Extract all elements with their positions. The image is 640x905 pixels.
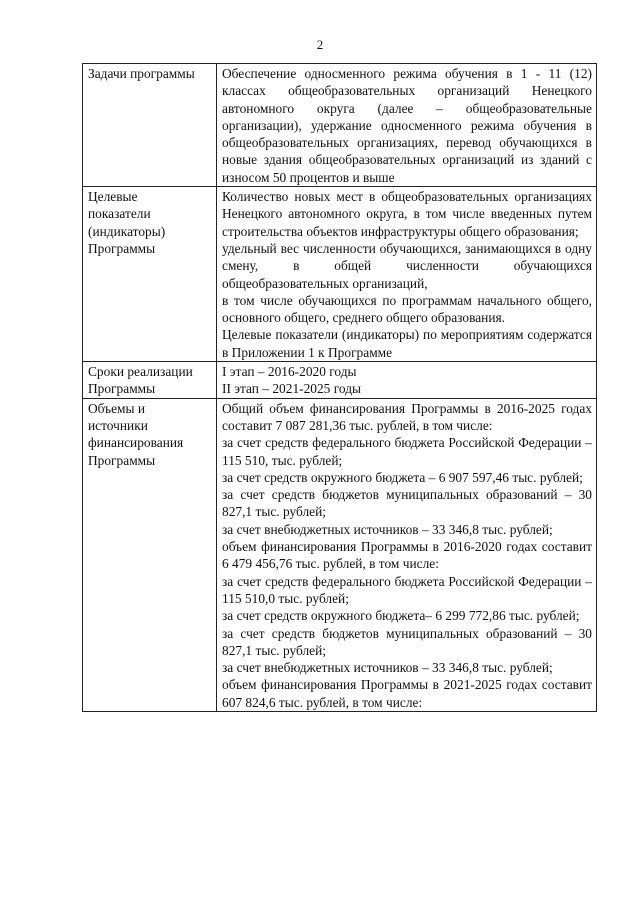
label-line: Объемы и — [88, 400, 146, 416]
funding-paragraph: за счет средств бюджетов муниципальных образований – 30 827,1 тыс. рублей; — [222, 625, 592, 658]
label-line: Программы — [88, 240, 156, 256]
funding-paragraph: за счет средств бюджетов муниципальных образований – 30 827,1 тыс. рублей; — [222, 487, 592, 520]
funding-paragraph: за счет средств федерального бюджета Российской Федерации – 115 510, тыс. рублей; — [222, 435, 592, 468]
funding-paragraph: за счет средств окружного бюджета– 6 299 772,86 тыс. рублей; — [222, 608, 580, 624]
funding-paragraph: за счет внебюджетных источников – 33 346,8 тыс. рублей; — [222, 660, 553, 676]
label-line: финансирования — [88, 435, 184, 451]
label-cell-period — [83, 362, 217, 399]
tasks-paragraph: Обеспечение односменного режима обучения в 1 - 11 (12) классах общеобразовательных организаций Ненецкого автономного округа (далее – общеобразовательные организации), удержание односменного режима обучения в общеобразовательных организациях, перевод обучающихся в новые здания общеобразовательных организаций из зданий с износом 50 процентов и выше — [222, 66, 592, 185]
funding-paragraph: Общий объем финансирования Программы в 2016-2025 годах составит 7 087 281,36 тыс. рублей, в том числе: — [222, 400, 592, 433]
row-implementation-period — [83, 362, 597, 399]
row-target-indicators — [83, 187, 597, 362]
label-cell-tasks — [83, 64, 217, 187]
label-line: Сроки реализации — [88, 364, 193, 380]
funding-paragraph: за счет средств федерального бюджета Российской Федерации – 115 510,0 тыс. рублей; — [222, 573, 592, 606]
value-cell-indicators — [217, 187, 597, 362]
indicator-paragraph: в том числе обучающихся по программам начального общего, основного общего, среднего общего образования. — [222, 292, 592, 326]
value-cell-period — [217, 362, 597, 399]
label-line: (индикаторы) — [88, 223, 166, 239]
indicator-paragraph: удельный вес численности обучающихся, занимающихся в одну смену, в общей численности обучающихся общеобразовательных организаций, — [222, 240, 592, 291]
label-line: источники — [88, 417, 148, 433]
page-number: 2 — [316, 37, 324, 52]
stage-line: I этап – 2016-2020 годы — [222, 364, 357, 380]
funding-paragraph: объем финансирования Программы в 2016-2020 годах составит 6 479 456,76 тыс. рублей, в том числе: — [222, 539, 592, 572]
stage-line: II этап – 2021-2025 годы — [222, 381, 361, 397]
label-line: Программы — [88, 452, 156, 468]
program-passport-table — [82, 63, 597, 712]
label-cell-indicators — [83, 187, 217, 362]
indicator-paragraph: Количество новых мест в общеобразовательных организациях Ненецкого автономного округа, в том числе введенных путем строительства объектов инфраструктуры общего образования; — [222, 189, 592, 239]
value-cell-funding — [217, 398, 597, 711]
funding-paragraph: за счет средств окружного бюджета – 6 907 597,46 тыс. рублей; — [222, 469, 583, 485]
label-line: показатели — [88, 206, 151, 222]
label-line: Задачи программы — [88, 66, 195, 81]
indicator-paragraph: Целевые показатели (индикаторы) по мероприятиям содержатся в Приложении 1 к Программе — [222, 327, 592, 360]
label-line: Программы — [88, 381, 156, 397]
label-cell-funding — [83, 398, 217, 711]
funding-paragraph: за счет внебюджетных источников – 33 346,8 тыс. рублей; — [222, 521, 553, 537]
label-line: Целевые — [88, 189, 138, 205]
row-program-tasks — [83, 64, 597, 187]
value-cell-tasks — [217, 64, 597, 187]
funding-paragraph: объем финансирования Программы в 2021-2025 годах составит 607 824,6 тыс. рублей, в том числе: — [222, 677, 592, 710]
row-funding — [83, 398, 597, 711]
